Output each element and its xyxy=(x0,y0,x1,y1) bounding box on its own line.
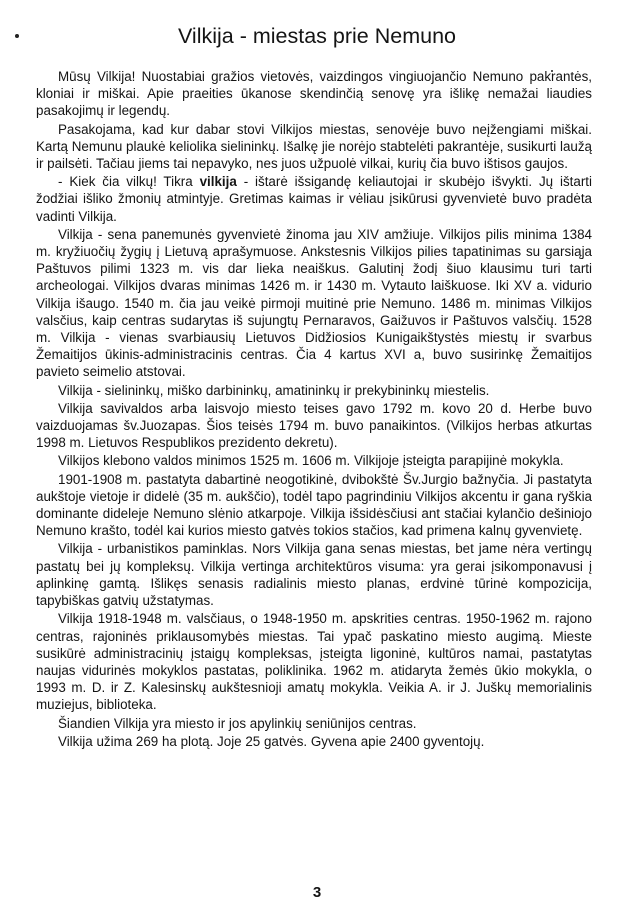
paragraph-intro: Mūsų Vilkija! Nuostabiai gražios vietovės, vaizdingos vingiuojančio Nemuno pakrantės, kloniai ir miškai. Apie praeities ūkanose skendinčią senovę yra išlikę nemažai liaudies pasakojimų ir legendų. xyxy=(36,69,592,119)
paragraph-church: 1901-1908 m. pastatyta dabartinė neogotikinė, dvibokštė Šv.Jurgio bažnyčia. Ji pastatyta aukštoje vietoje ir didelė (35 m. aukščio), todėl tapo pagrindiniu Vilkijos akcentu ir gana ryškia dominante dideleje Nemuno slėnio atkarpoje. Vilkija išsidėsčiusi ant stačiai kylančio dešiniojo Nemuno krašto, todėl kai kurios miesto gatvės tokios stačios, kad primena kalnų gyvenvietę. xyxy=(36,471,592,539)
paragraph-history: Vilkija - sena panemunės gyvenvietė žinoma jau XIV amžiuje. Vilkijos pilis minima 1384 m. kryžiuočių žygių į Lietuvą aprašymuose. Ankstesnis Vilkijos pilies tapatinimas su garsiąja Paštuvos pilimi 1323 m. vis dar lieka neaiškus. Galutinį žodį šiuo klausimu turi tarti archeologai. Vilkijos dvaras minimas 1426 m. ir 1430 m. Vytauto laiškuose. Iki XV a. vidurio Vilkija išaugo. 1540 m. čia jau veikė pirmoji muitinė prie Nemuno. 1486 m. minimas Vilkijos valsčius, kaip centras sudarytas iš sujungtų Pernaravos, Gaižuvos ir Paštuvos valsčių. 1528 m. Vilkija - vienas svarbiausių Lietuvos Didžiosios Kunigaikštystės miestų ir svarbus Žemaitijos ūkinis-administracinis centras. Čia 4 kartus XVI a, buvo susirinkę Žemaitijos pavieto seimelio atstovai. xyxy=(36,226,592,380)
page-number: 3 xyxy=(312,884,322,901)
paragraph-urbanism: Vilkija - urbanistikos paminklas. Nors Vilkija gana senas miestas, bet jame nėra vertingų pastatų bei jų kompleksų. Vilkija vertinga architektūros visuma: yra gerai įsikomponavusi į aplinkinę gamtą. Išlikęs senasis radialinis miesto planas, erdvinė tūrinė kompozicija, tapybiškas gatvių užstatymas. xyxy=(36,541,592,609)
paragraph-modern: Vilkija 1918-1948 m. valsčiaus, o 1948-1950 m. apskrities centras. 1950-1962 m. rajono centras, rajoninės priklausomybės miestas. Tai ypač paskatino miesto augimą. Mieste susikūrė administracinių įstaigų kompleksas, įsteigta ligoninė, kultūros namai, pastatytas naujas vidurinės mokyklos pastatas, poliklinika. 1962 m. atidaryta žemės ūkio mokykla, o 1993 m. D. ir Z. Kalesinskų aukštesnioji amatų mokykla. Veikia A. ir J. Juškų memorialinis muziejus, biblioteka. xyxy=(36,611,592,713)
paragraph-occupations: Vilkija - sielininkų, miško darbininkų, amatininkų ir prekybininkų miestelis. xyxy=(58,382,490,398)
paragraph-town-rights: Vilkija savivaldos arba laisvojo miesto teises gavo 1792 m. kovo 20 d. Herbe buvo vaizduojamas šv.Juozapas. Šios teisės 1794 m. buvo panaikintos. (Vilkijos herbas atkurtas 1998 m. Lietuvos Respublikos prezidento dekretu). xyxy=(36,400,592,451)
emphasized-word: vilkija xyxy=(199,174,237,190)
page-title: Vilkija - miestas prie Nemuno xyxy=(177,24,456,48)
paragraph-name-origin: - Kiek čia vilkų! Tikra vilkija - ištarė išsigandę keliautojai ir skubėjo išvykti. Jų ištarti žodžiai išliko žmonių atmintyje. Gretimas kaimas ir vėliau įsikūrusi gyvenvietė buvo pradėta vadinti Vilkija. xyxy=(36,174,592,224)
paragraph-stats: Vilkija užima 269 ha plotą. Joje 25 gatvės. Gyvena apie 2400 gyventojų. xyxy=(58,733,485,749)
article-body xyxy=(36,68,592,751)
paragraph-legend: Pasakojama, kad kur dabar stovi Vilkijos miestas, senovėje buvo neįžengiami miškai. Kartą Nemunu plaukė keliolika sielininkų. Išalkę jie norėjo stabtelėti pakrantėje, susikurti laužą ir pailsėti. Tačiau jiems tai nepavyko, nes juos užpuolė vilkai, kurių čia buvo ištisos gaujos. xyxy=(36,121,593,172)
paragraph-school: Vilkijos klebono valdos minimos 1525 m. 1606 m. Vilkijoje įsteigta parapijinė mokykla. xyxy=(58,453,564,469)
paragraph-eldership: Šiandien Vilkija yra miesto ir jos apylinkių seniūnijos centras. xyxy=(58,715,417,731)
